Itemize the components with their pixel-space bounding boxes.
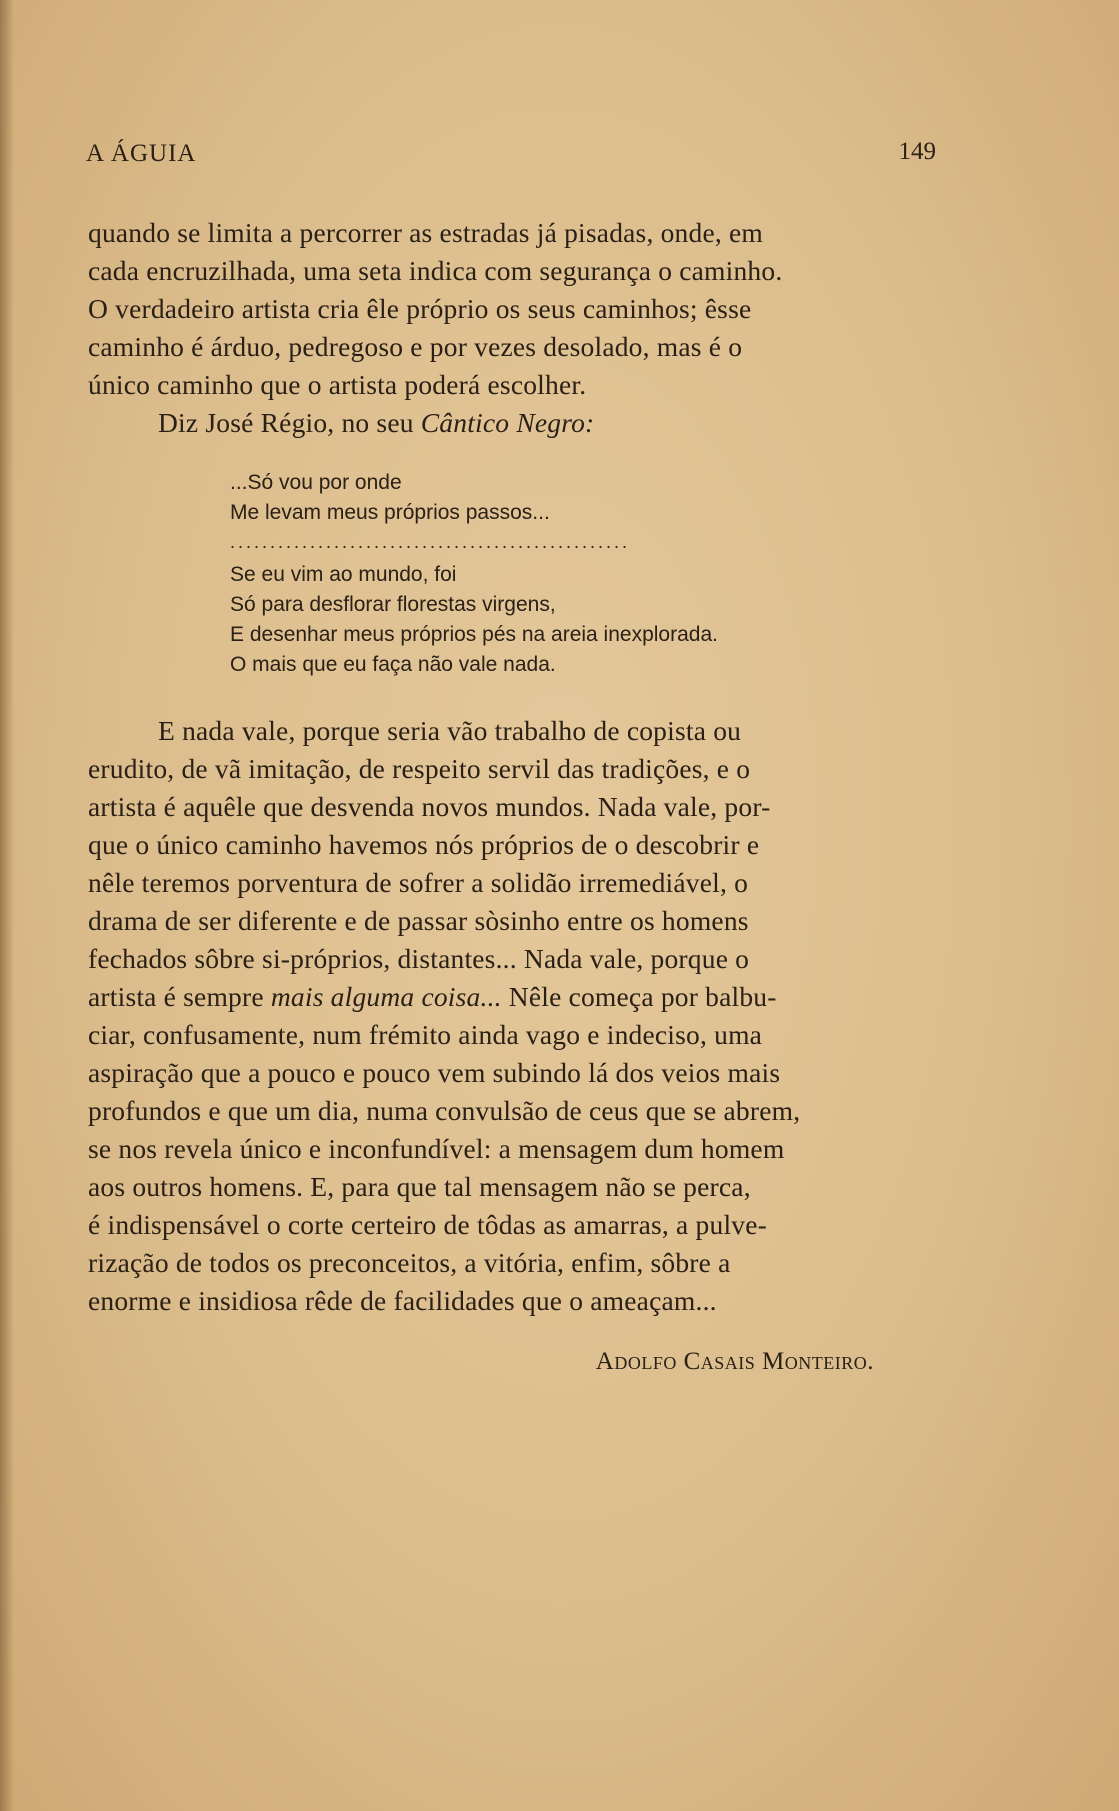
poem-line: Se eu vim ao mundo, foi bbox=[230, 563, 457, 586]
poem-line: E desenhar meus próprios pés na areia inexplorada. bbox=[230, 623, 718, 646]
text-line: nêle teremos porventura de sofrer a solidão irremediável, o bbox=[88, 867, 749, 898]
text-line: enorme e insidiosa rêde de facilidades que o ameaçam... bbox=[88, 1285, 717, 1316]
text-line: que o único caminho havemos nós próprios de o descobrir e bbox=[88, 829, 760, 860]
poem-line: O mais que eu faça não vale nada. bbox=[230, 653, 556, 676]
text-line: erudito, de vã imitação, de respeito servil das tradições, e o bbox=[88, 753, 751, 784]
text-line: E nada vale, porque seria vão trabalho de copista ou bbox=[158, 715, 742, 746]
work-title: Cântico Negro: bbox=[420, 407, 595, 438]
text-line: ciar, confusamente, num frémito ainda vago e indeciso, uma bbox=[88, 1019, 763, 1050]
poem-quotation bbox=[230, 468, 870, 680]
text-line: aspiração que a pouco e pouco vem subindo lá dos veios mais bbox=[88, 1057, 781, 1088]
poem-line: Só para desflorar florestas virgens, bbox=[230, 593, 556, 616]
author-signature: Adolfo Casais Monteiro. bbox=[595, 1348, 874, 1375]
italic-line-prefix: artista é sempre bbox=[88, 981, 271, 1012]
text-line: artista é aquêle que desvenda novos mundos. Nada vale, por- bbox=[88, 791, 771, 822]
poem-line: Me levam meus próprios passos... bbox=[230, 501, 550, 524]
text-line: drama de ser diferente e de passar sòsinho entre os homens bbox=[88, 905, 749, 936]
italic-phrase: mais alguma coisa... bbox=[270, 981, 502, 1012]
text-line: quando se limita a percorrer as estradas já pisadas, onde, em bbox=[88, 217, 764, 248]
text-line: cada encruzilhada, uma seta indica com segurança o caminho. bbox=[88, 255, 783, 286]
paragraph-2 bbox=[88, 712, 946, 1320]
text-line-with-italic bbox=[88, 978, 946, 1016]
text-line: único caminho que o artista poderá escolher. bbox=[88, 369, 587, 400]
quote-intro bbox=[88, 404, 946, 442]
page-header bbox=[86, 138, 936, 178]
text-line: caminho é árduo, pedregoso e por vezes desolado, mas é o bbox=[88, 331, 743, 362]
poem-line: ...Só vou por onde bbox=[230, 471, 402, 494]
text-line: fechados sôbre si-próprios, distantes... Nada vale, porque o bbox=[88, 943, 750, 974]
text-line: O verdadeiro artista cria êle próprio os seus caminhos; êsse bbox=[88, 293, 752, 324]
text-line: é indispensável o corte certeiro de tôdas as amarras, a pulve- bbox=[88, 1209, 767, 1240]
paragraph-1 bbox=[88, 214, 946, 442]
text-line: profundos e que um dia, numa convulsão de ceus que se abrem, bbox=[88, 1095, 801, 1126]
omission-dots: .................................................. bbox=[230, 532, 631, 552]
page-edge-shadow bbox=[0, 0, 14, 1811]
italic-line-suffix: Nêle começa por balbu- bbox=[501, 981, 777, 1012]
running-title: A ÁGUIA bbox=[86, 140, 197, 167]
text-line: se nos revela único e inconfundível: a mensagem dum homem bbox=[88, 1133, 785, 1164]
quote-intro-text: Diz José Régio, no seu bbox=[158, 407, 421, 438]
text-line: aos outros homens. E, para que tal mensagem não se perca, bbox=[88, 1171, 751, 1202]
text-line: rização de todos os preconceitos, a vitória, enfim, sôbre a bbox=[88, 1247, 731, 1278]
page-number: 149 bbox=[898, 138, 936, 165]
